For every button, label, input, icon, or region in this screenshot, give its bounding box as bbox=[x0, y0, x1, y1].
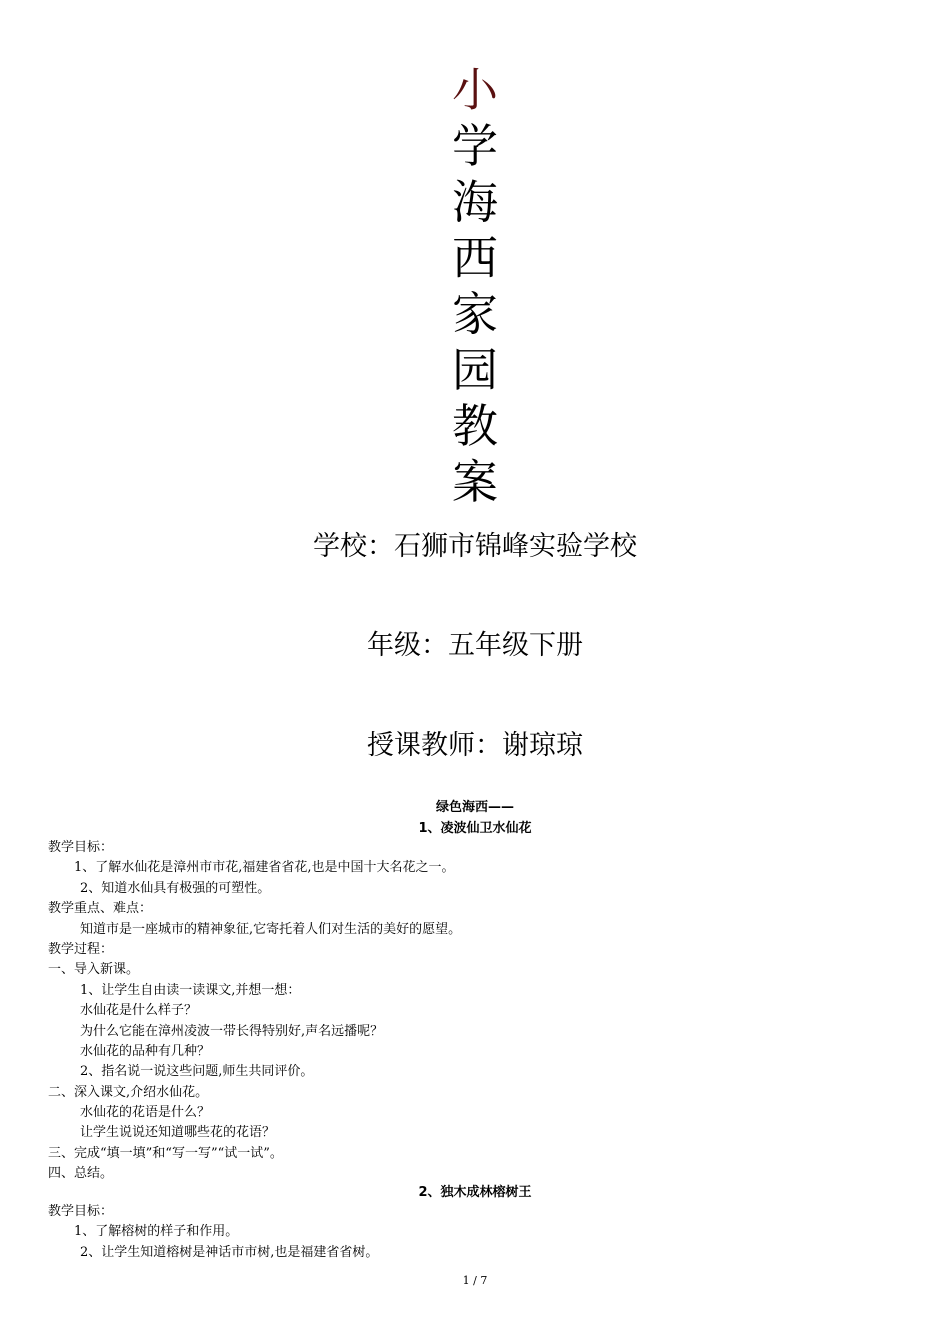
cover-grade: 年级：五年级下册 bbox=[367, 630, 583, 661]
cover-title-char: 教 bbox=[452, 399, 498, 453]
text-line: 水仙花的品种有几种？ bbox=[80, 1043, 211, 1059]
cover-title-char: 西 bbox=[452, 231, 498, 285]
section-heading: 绿色海西—— bbox=[435, 800, 514, 815]
text-line: 教学过程： bbox=[48, 941, 114, 957]
text-line: 1、了解水仙花是漳州市市花,福建省省花,也是中国十大名花之一。 bbox=[74, 860, 455, 876]
text-line: 教学目标： bbox=[48, 840, 114, 855]
text-line: 二、深入课文,介绍水仙花。 bbox=[48, 1084, 209, 1100]
text-line: 水仙花是什么样子？ bbox=[80, 1003, 198, 1019]
cover-title-char: 海 bbox=[452, 175, 498, 229]
text-line: 1、了解榕树的样子和作用。 bbox=[74, 1224, 239, 1240]
cover-teacher: 授课教师：谢琼琼 bbox=[367, 730, 583, 761]
cover-title-char: 园 bbox=[452, 343, 498, 397]
lesson2-body bbox=[48, 1202, 908, 1263]
text-line: 为什么它能在漳州凌波一带长得特别好,声名远播呢？ bbox=[80, 1023, 384, 1039]
cover-title-char: 家 bbox=[452, 287, 498, 341]
text-line: 2、让学生知道榕树是神话市市树,也是福建省省树。 bbox=[80, 1244, 379, 1260]
text-line: 水仙花的花语是什么？ bbox=[80, 1105, 211, 1121]
text-line: 教学重点、难点： bbox=[48, 901, 153, 917]
text-line: 三、完成“填一填”和“写一写”“试一试”。 bbox=[48, 1145, 283, 1161]
text-line: 2、指名说一说这些问题,师生共同评价。 bbox=[80, 1064, 314, 1080]
text-line: 教学目标： bbox=[48, 1204, 114, 1219]
page-number: 1 / 7 bbox=[462, 1274, 488, 1287]
text-line: 2、知道水仙具有极强的可塑性。 bbox=[80, 880, 271, 896]
lesson1-body bbox=[48, 838, 908, 1185]
cover-school: 学校：石狮市锦峰实验学校 bbox=[313, 531, 637, 562]
cover-title-char: 学 bbox=[452, 119, 498, 173]
lesson-title: 2、独木成林榕树王 bbox=[418, 1185, 532, 1200]
cover-title-char: 小 bbox=[452, 63, 498, 117]
text-line: 一、导入新课。 bbox=[48, 962, 140, 978]
cover-title-char: 案 bbox=[452, 455, 498, 509]
lesson-title: 1、凌波仙卫水仙花 bbox=[418, 821, 532, 836]
text-line: 1、让学生自由读一读课文,并想一想： bbox=[80, 982, 301, 998]
text-line: 四、总结。 bbox=[48, 1166, 114, 1182]
text-line: 让学生说说还知道哪些花的花语？ bbox=[80, 1125, 276, 1141]
cover-title bbox=[445, 62, 505, 510]
text-line: 知道市是一座城市的精神象征,它寄托着人们对生活的美好的愿望。 bbox=[80, 921, 462, 937]
